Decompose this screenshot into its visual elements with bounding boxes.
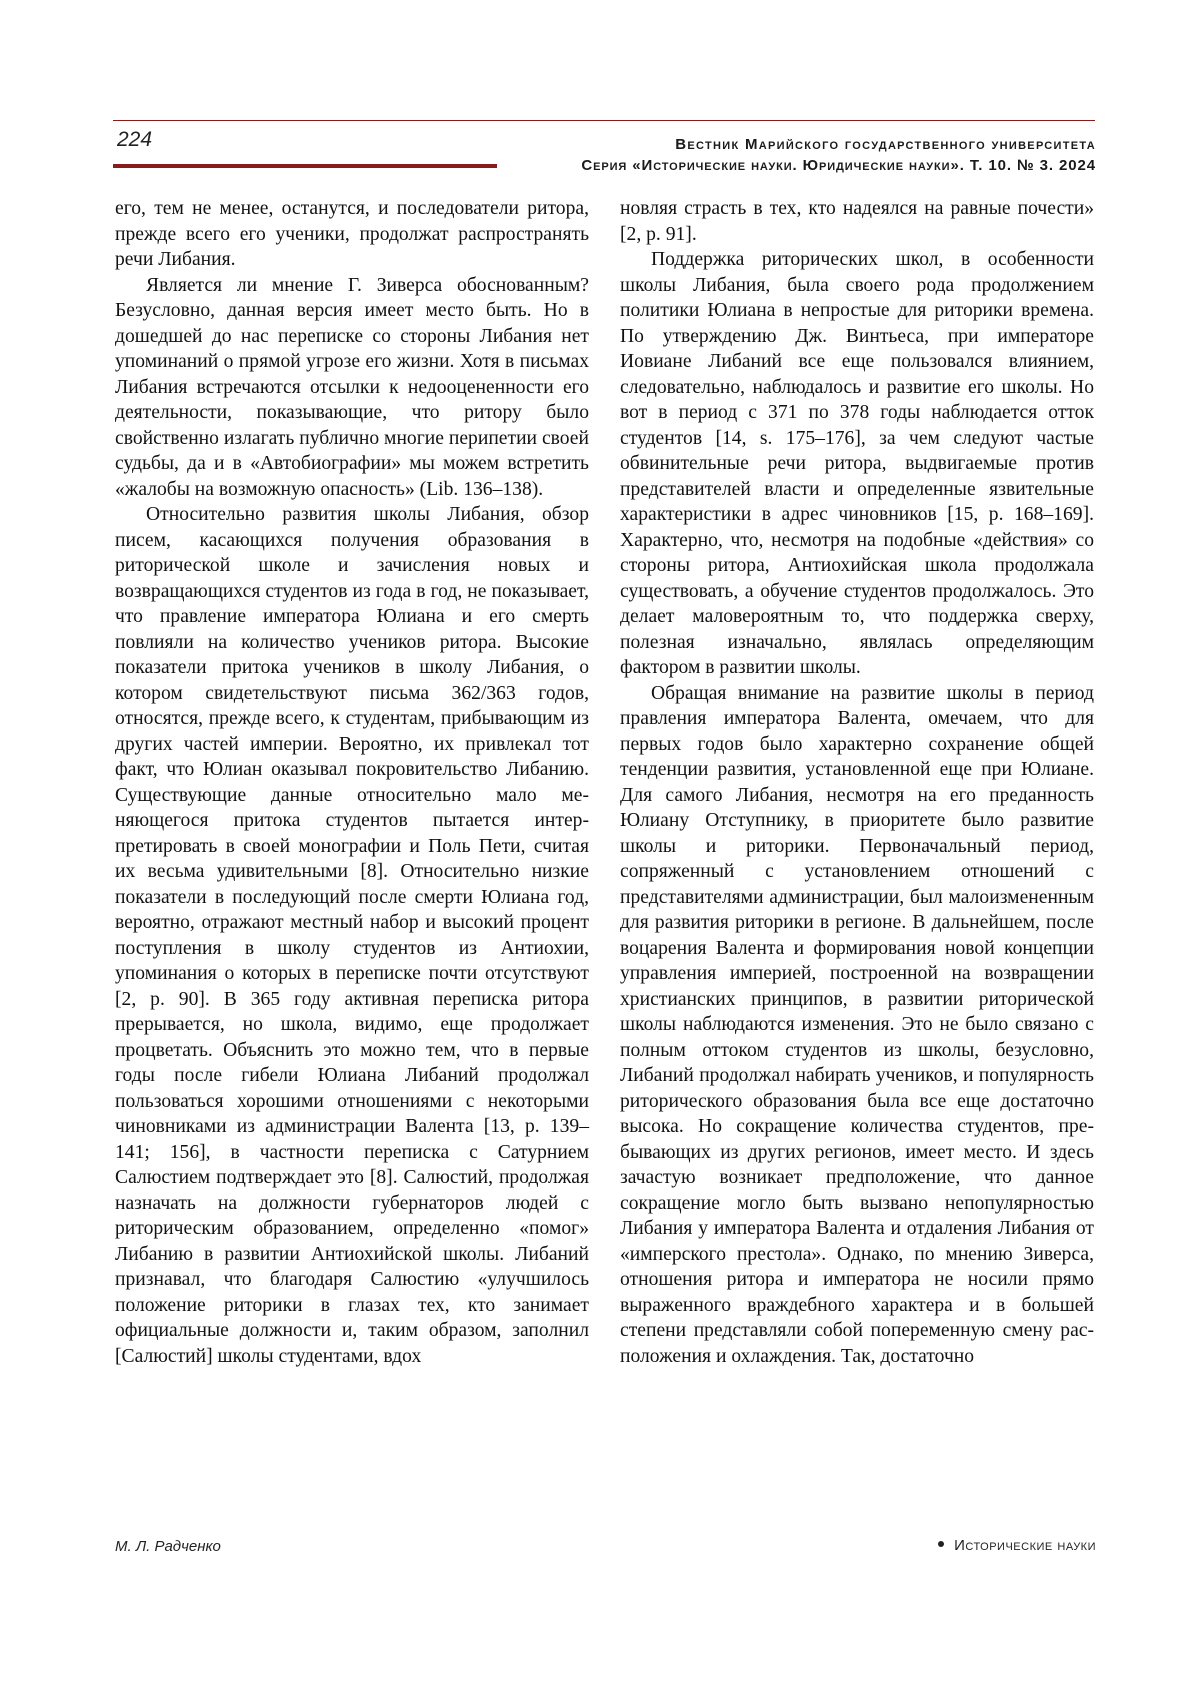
journal-series: Серия «Исторические науки. Юридические науки». Т. 10. № 3. 2024 [581,157,1096,174]
bullet-icon [938,1541,944,1547]
footer-section [938,1537,1096,1554]
footer-section-label: Исторические науки [954,1537,1096,1554]
paragraph: Относительно развития школы Либания, обзор писем, касающихся получения образования в риторической школе и зачисления новых и возвращающихся студентов из года в год, не показывает, что правление императора Юлиана и его смерть повлияли на количество учеников ритора. Высокие показатели притока учеников в школу Либания, о котором свидетельствуют письма 362/363 годов, относятся, прежде всего, к студентам, прибывающим из других частей империи. Вероятно, их привлекал тот факт, что Юлиан оказывал покровительство Либанию. Существующие данные относительно мало меняющегося притока студентов пытается интерпретировать в своей монографии и Поль Пети, считая их весьма удивительными [8]. Относительно низкие показатели в последующий после смерти Юлиана год, вероятно, отражают местный набор и высокий процент поступления в школу студентов из Антиохии, упоминания о которых в переписке почти отсутствуют [2, p. 90]. В 365 году активная переписка ритора прерывается, но школа, видимо, еще продолжает процветать. Объяснить это можно тем, что в первые годы после гибели Юлиана Либаний продолжал пользоваться хорошими отношениями с некоторыми чиновниками из администрации Валента [13, p. 139–141; 156], в частности переписка с Сатурнием Салюстием подтверждает это [8]. Салюстий, продолжая назначать на должности губернаторов людей с риторическим образованием, определенно «помог» Либанию в развитии Антиохийской школы. Либаний признавал, что благодаря Салюстию «улучшилось положение риторики в глазах тех, кто занимает официальные должности и, таким образом, заполнил [Салюстий] школы студентами, вдох [115,504,589,1367]
journal-title: Вестник Марийского государственного университета [675,136,1096,153]
paragraph: Поддержка риторических школ, в особенности школы Либания, была своего рода продолжением политики Юлиана в непростые для риторики времена. По утверждению Дж. Винтьеса, при императоре Иовиане Либаний все еще пользовался влиянием, следовательно, наблюдалось и развитие его школы. Но вот в период с 371 по 378 годы наблюдается отток студентов [14, s. 175–176], за чем следуют частые обвинительные речи ритора, выдвигаемые против представителей власти и определенные язвительные характеристики в адрес чиновников [15, p. 168–169]. Характерно, что, несмотря на подобные «действия» со стороны ритора, Антиохийская школа продолжала существовать, а обучение студентов продолжалось. Это делает маловероятным то, что поддержка сверху, полезная изначально, являлась определяющим фактором в развитии школы. [620,249,1094,678]
paragraph: его, тем не менее, останутся, и последователи ритора, прежде всего его ученики, продолжат распространять речи Либания. [115,198,589,270]
paragraph: Является ли мнение Г. Зиверса обоснованным? Безусловно, данная версия имеет место быть. Но в дошедшей до нас переписке со стороны Либания нет упоминаний о прямой угрозе его жизни. Хотя в письмах Либания встречаются отсылки к недооцененности его деятельности, показывающие, что ритору было свойственно излагать публично многие перипетии своей судьбы, да и в «Автобиографии» мы можем встретить «жалобы на возможную опасность» (Lib. 136–138). [115,274,589,500]
page-number: 224 [117,128,153,151]
header-top-rule [113,120,1095,121]
paragraph: Обращая внимание на развитие школы в период правления императора Валента, омечаем, что для первых годов было характерно сохранение общей тенденции развития, установленной еще при Юлиане. Для самого Либания, несмотря на его преданность Юлиану Отступнику, в приоритете было развитие школы и риторики. Первоначальный период, сопряженный с установлением отношений с представителями администрации, был малоизмененным для развития риторики в регионе. В дальнейшем, после воцарения Валента и формирования новой концепции управления империей, построенной на возвращении христианских принципов, в развитии риторической школы наблюдаются изменения. Это не было связано с полным оттоком студентов из школы, безусловно, Либаний продолжал набирать учеников, и популярность ритoрического образования была все еще достаточно высока. Но сокращение количества студентов, пребывающих из других регионов, имеет место. И здесь зачастую возникает предположение, что данное сокращение могло быть вызвано непопулярностью Либания у императора Валента и отдаления Либания от «имперского престола». Однако, по мнению Зиверса, отношения ритора и императора не носили прямо выраженного враждебного характера и в большей степени представляли собой попеременную смену расположения и охлаждения. Так, достаточно [620,682,1094,1367]
left-column [115,196,589,1369]
paragraph: новляя страсть в тех, кто надеялся на равные почести» [2, p. 91]. [620,198,1094,245]
header-accent-bar [113,164,497,168]
footer-author: М. Л. Радченко [115,1538,221,1555]
right-column [620,196,1094,1369]
